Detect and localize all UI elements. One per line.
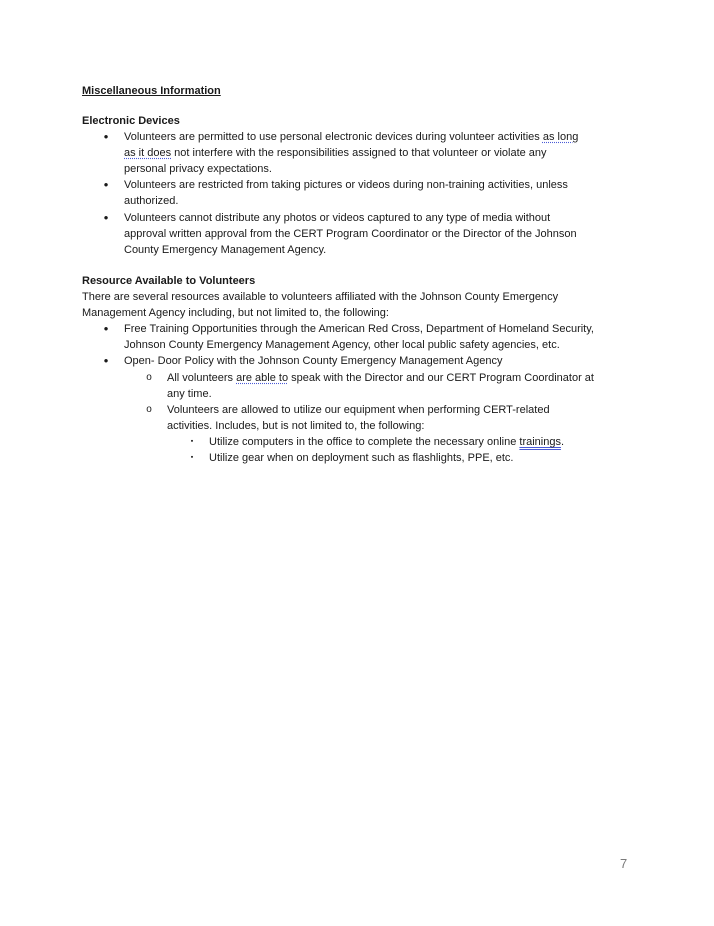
spellcheck-flagged-text: as it does <box>124 147 172 159</box>
bullet-square: ▪ <box>190 454 194 461</box>
bullet-square: ▪ <box>190 438 194 445</box>
bullet-disc: • <box>103 353 109 368</box>
resources-sub-2-line-1: Volunteers are allowed to utilize our equipment when performing CERT-related <box>167 404 550 416</box>
text-run: Volunteers are permitted to use personal electronic devices during volunteer activities <box>124 131 543 143</box>
electronic-bullet-2-line-1: Volunteers are restricted from taking pictures or videos during non-training activities, unless <box>124 179 568 191</box>
resources-sub-1-line-1 <box>167 370 594 386</box>
grammar-flagged-text: trainings <box>519 436 561 448</box>
electronic-bullet-3-line-3: County Emergency Management Agency. <box>124 244 327 256</box>
bullet-disc: • <box>103 210 109 225</box>
electronic-bullet-1-line-2 <box>124 145 547 161</box>
bullet-disc: • <box>103 321 109 336</box>
resources-intro-line-1: There are several resources available to volunteers affiliated with the Johnson County Emergency <box>82 291 559 303</box>
text-run: not interfere with the responsibilities assigned to that volunteer or violate any <box>171 147 547 159</box>
text-run: speak with the Director and our CERT Program Coordinator at <box>288 372 594 384</box>
spellcheck-flagged-text: as long <box>542 131 579 143</box>
bullet-circle: o <box>146 372 152 383</box>
resources-sub-1-line-2: any time. <box>167 388 212 400</box>
bullet-circle: o <box>146 404 152 415</box>
resources-bullet-1-line-1: Free Training Opportunities through the American Red Cross, Department of Homeland Security, <box>124 323 594 335</box>
resources-sub-2-item-2: Utilize gear when on deployment such as flashlights, PPE, etc. <box>209 452 514 464</box>
heading-electronic-devices: Electronic Devices <box>82 115 180 127</box>
text-run: . <box>560 436 565 448</box>
spellcheck-flagged-text: are able to <box>236 372 289 384</box>
text-run: Utilize computers in the office to complete the necessary online <box>209 436 520 448</box>
electronic-bullet-3-line-2: approval written approval from the CERT Program Coordinator or the Director of the Johnson <box>124 228 577 240</box>
resources-sub-2-line-2: activities. Includes, but is not limited to, the following: <box>167 420 425 432</box>
electronic-bullet-1-line-3: personal privacy expectations. <box>124 163 272 175</box>
electronic-bullet-1-line-1 <box>124 129 578 145</box>
heading-resources: Resource Available to Volunteers <box>82 275 256 287</box>
section-title-miscellaneous: Miscellaneous Information <box>82 85 221 97</box>
electronic-bullet-2-line-2: authorized. <box>124 195 179 207</box>
bullet-disc: • <box>103 177 109 192</box>
bullet-disc: • <box>103 129 109 144</box>
text-run: All volunteers <box>167 372 237 384</box>
electronic-bullet-3-line-1: Volunteers cannot distribute any photos or videos captured to any type of media without <box>124 212 551 224</box>
resources-bullet-1-line-2: Johnson County Emergency Management Agency, other local public safety agencies, etc. <box>124 339 560 351</box>
resources-intro-line-2: Management Agency including, but not limited to, the following: <box>82 307 389 319</box>
resources-bullet-2-line-1: Open- Door Policy with the Johnson County Emergency Management Agency <box>124 355 503 367</box>
resources-sub-2-item-1 <box>209 434 564 450</box>
page-number: 7 <box>620 856 628 871</box>
